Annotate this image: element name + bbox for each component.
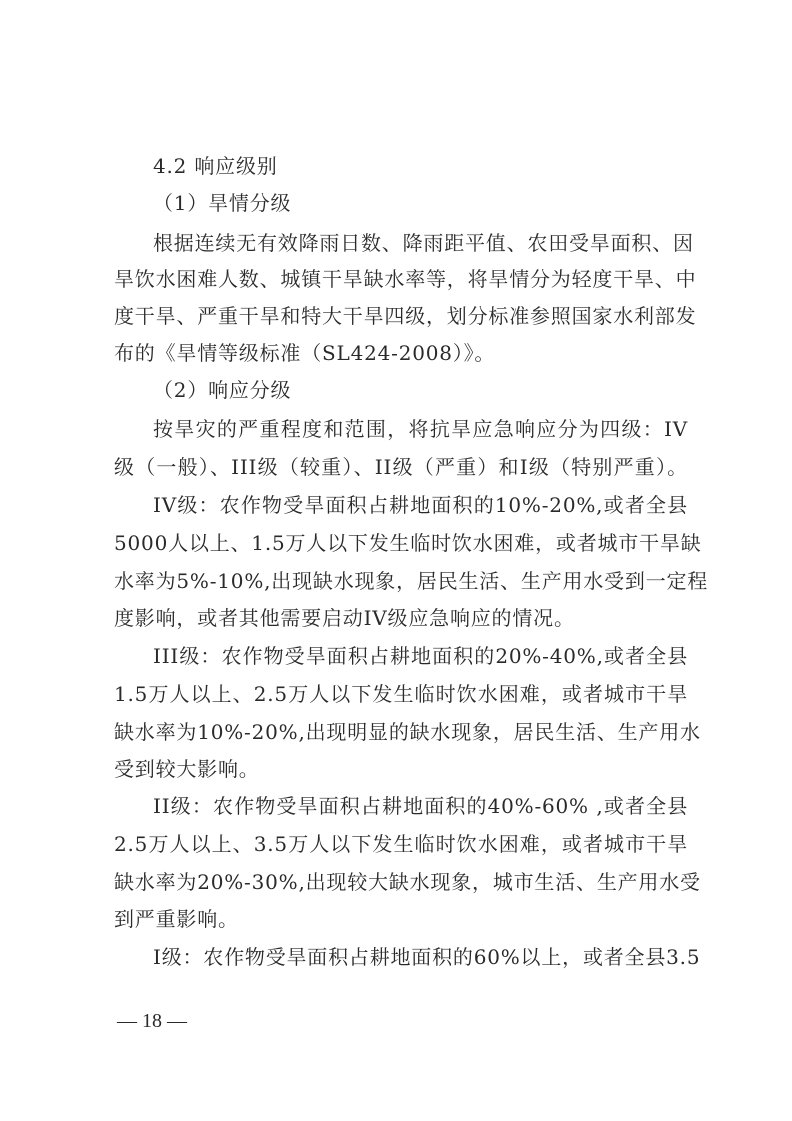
paragraph-line: 度影响，或者其他需要启动IV级应急响应的情况。	[114, 606, 575, 630]
paragraph-line: 按旱灾的严重程度和范围，将抗旱应急响应分为四级：IV	[153, 417, 688, 441]
paragraph-line: III级：农作物受旱面积占耕地面积的20%-40%,或者全县	[153, 644, 688, 668]
paragraph-line: 布的《旱情等级标准（SL424-2008）》。	[114, 341, 496, 365]
subheading-response-classification: （2）响应分级	[153, 378, 292, 402]
paragraph-line: 受到较大影响。	[114, 757, 260, 781]
paragraph-line: IV级：农作物受旱面积占耕地面积的10%-20%,或者全县	[153, 493, 688, 517]
paragraph-line: 2.5万人以上、3.5万人以下发生临时饮水困难，或者城市干旱	[114, 832, 688, 856]
paragraph-line: 度干旱、严重干旱和特大干旱四级，划分标准参照国家水利部发	[114, 304, 697, 328]
paragraph-line: II级：农作物受旱面积占耕地面积的40%-60% ,或者全县	[153, 794, 688, 818]
paragraph-line: 水率为5%-10%,出现缺水现象，居民生活、生产用水受到一定程	[114, 569, 709, 593]
page-number: — 18 —	[117, 1010, 187, 1032]
paragraph-line: 1.5万人以上、2.5万人以下发生临时饮水困难，或者城市干旱	[114, 682, 688, 706]
subheading-drought-classification: （1）旱情分级	[153, 191, 292, 215]
paragraph-line: 根据连续无有效降雨日数、降雨距平值、农田受旱面积、因	[153, 231, 694, 255]
paragraph-line: 旱饮水困难人数、城镇干旱缺水率等，将旱情分为轻度干旱、中	[114, 267, 697, 291]
paragraph-line: 缺水率为10%-20%,出现明显的缺水现象，居民生活、生产用水	[114, 720, 701, 744]
paragraph-line: 级（一般）、III级（较重）、II级（严重）和I级（特别严重）。	[114, 455, 688, 479]
paragraph-line: 到严重影响。	[114, 907, 239, 931]
paragraph-line: 缺水率为20%-30%,出现较大缺水现象，城市生活、生产用水受	[114, 870, 701, 894]
section-heading: 4.2 响应级别	[153, 154, 278, 178]
paragraph-line: 5000人以上、1.5万人以下发生临时饮水困难，或者城市干旱缺	[114, 531, 702, 555]
paragraph-line: I级：农作物受旱面积占耕地面积的60%以上，或者全县3.5	[153, 945, 701, 969]
